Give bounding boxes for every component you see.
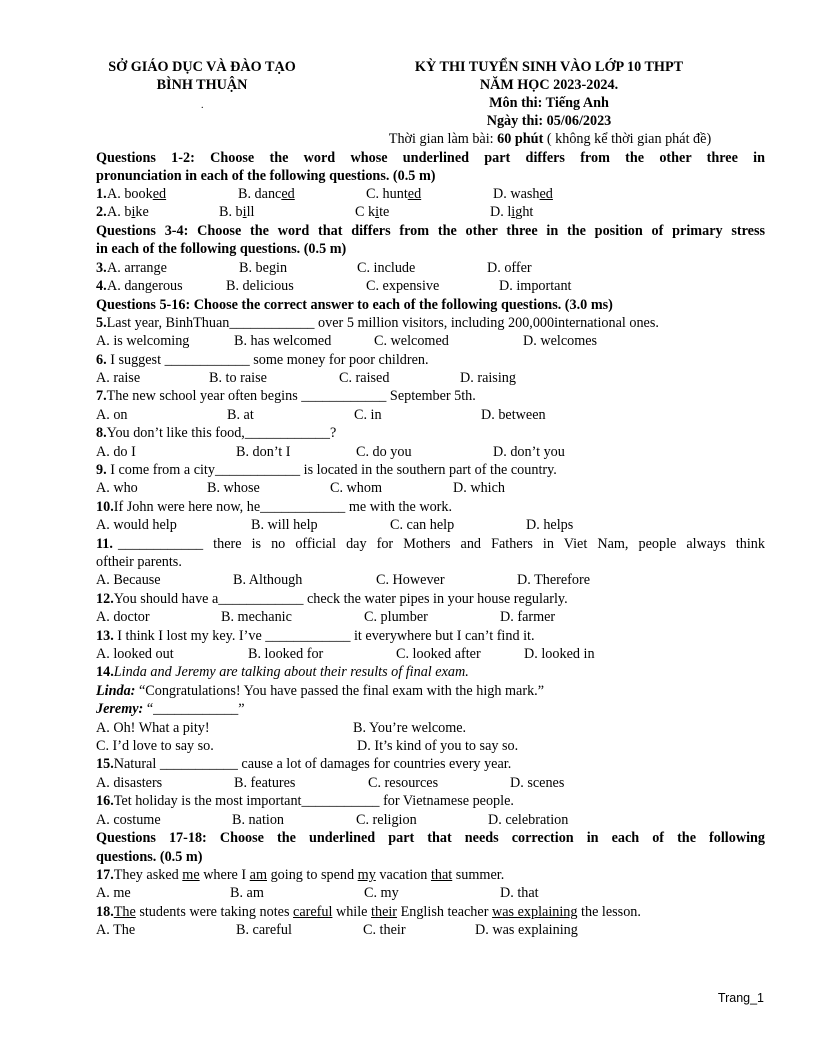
q14-option-a: A. Oh! What a pity! <box>96 720 210 736</box>
question-16-options <box>96 811 765 829</box>
q15-option-b: B. features <box>234 775 296 791</box>
q14-option-c: C. I’d love to say so. <box>96 738 214 754</box>
q8-option-c: C. do you <box>356 444 412 460</box>
q3-option-a: A. arrange <box>107 260 167 276</box>
section-1-heading-cont: pronunciation in each of the following questions. (0.5 m) <box>96 168 436 184</box>
q2-option-d: D. light <box>490 204 534 220</box>
q4-option-a: A. dangerous <box>107 278 183 294</box>
question-7-options <box>96 406 765 424</box>
q11-option-b: B. Although <box>233 572 303 588</box>
section-2-heading-cont: in each of the following questions. (0.5 m) <box>96 241 347 257</box>
q18-option-c: C. their <box>363 922 406 938</box>
q7-option-b: B. at <box>227 407 254 423</box>
q11-option-c: C. However <box>376 572 445 588</box>
q6-option-c: C. raised <box>339 370 390 386</box>
q17-option-a: A. me <box>96 885 131 901</box>
question-14-context: 14.Linda and Jeremy are talking about their results of final exam. <box>96 664 469 680</box>
q17-option-d: D. that <box>500 885 539 901</box>
q10-option-b: B. will help <box>251 517 318 533</box>
header-province: BÌNH THUẬN <box>156 77 248 93</box>
q9-option-d: D. which <box>453 480 506 496</box>
q17-option-c: C. my <box>364 885 399 901</box>
q18-option-b: B. careful <box>236 922 292 938</box>
question-5-options <box>96 332 765 350</box>
q8-option-a: A. do I <box>96 444 136 460</box>
question-16-stem: 16.Tet holiday is the most important___________ for Vietnamese people. <box>96 793 514 809</box>
q10-option-a: A. would help <box>96 517 177 533</box>
question-18-stem: 18.The students were taking notes careful while their English teacher was explaining the lesson. <box>96 904 641 920</box>
header-school-year: NĂM HỌC 2023-2024. <box>479 77 619 93</box>
q10-option-d: D. helps <box>526 517 574 533</box>
header-exam-title: KỲ THI TUYỂN SINH VÀO LỚP 10 THPT <box>414 59 684 75</box>
question-15-stem: 15.Natural ___________ cause a lot of damages for countries every year. <box>96 756 512 772</box>
question-11-stem: 11. ____________ there is no official day for Mothers and Fathers in Viet Nam, people always think <box>96 536 765 552</box>
question-17-stem: 17.They asked me where I am going to spend my vacation that summer. <box>96 867 505 883</box>
question-14-linda: Linda: “Congratulations! You have passed the final exam with the high mark.” <box>96 683 545 699</box>
q1-option-b: B. danced <box>238 186 295 202</box>
q2-option-a: A. bike <box>107 204 149 220</box>
q10-option-c: C. can help <box>390 517 455 533</box>
q14-option-d: D. It’s kind of you to say so. <box>357 738 519 754</box>
q17-option-b: B. am <box>230 885 264 901</box>
question-7-stem: 7.The new school year often begins ____________ September 5th. <box>96 388 476 404</box>
section-2-heading: Questions 3-4: Choose the word that differs from the other three in the position of primary stress <box>96 223 765 239</box>
q5-option-b: B. has welcomed <box>234 333 332 349</box>
q5-option-a: A. is welcoming <box>96 333 190 349</box>
q7-option-c: C. in <box>354 407 382 423</box>
header-subject: Môn thi: Tiếng Anh <box>489 95 609 111</box>
q4-option-c: C. expensive <box>366 278 440 294</box>
q5-option-c: C. welcomed <box>374 333 449 349</box>
question-9-stem: 9. I come from a city____________ is located in the southern part of the country. <box>96 462 557 478</box>
q6-option-b: B. to raise <box>209 370 267 386</box>
q4-option-b: B. delicious <box>226 278 294 294</box>
q13-option-b: B. looked for <box>248 646 324 662</box>
question-14-options-ab <box>96 719 765 737</box>
section-4-heading: Questions 17-18: Choose the underlined part that needs correction in each of the following <box>96 830 765 846</box>
stray-dot: . <box>201 100 204 111</box>
q11-option-a: A. Because <box>96 572 161 588</box>
question-12-options <box>96 608 765 626</box>
q3-option-c: C. include <box>357 260 416 276</box>
q7-option-a: A. on <box>96 407 128 423</box>
header-dept: SỞ GIÁO DỤC VÀ ĐÀO TẠO <box>108 59 296 75</box>
question-15-options <box>96 774 765 792</box>
q12-option-d: D. farmer <box>500 609 556 625</box>
header-time: Thời gian làm bài: 60 phút ( không kể thời gian phát đề) <box>388 131 712 147</box>
section-1-heading: Questions 1-2: Choose the word whose underlined part differs from the other three in <box>96 150 765 166</box>
q3-option-b: B. begin <box>239 260 288 276</box>
q16-option-b: B. nation <box>232 812 285 828</box>
question-6-options <box>96 369 765 387</box>
question-14-options-cd <box>96 737 765 755</box>
question-2: 2. A. bike B. bill C kite D. light <box>96 204 534 220</box>
q15-option-d: D. scenes <box>510 775 565 791</box>
question-13-stem: 13. I think I lost my key. I’ve ____________ it everywhere but I can’t find it. <box>96 628 535 644</box>
q15-option-c: C. resources <box>368 775 439 791</box>
q16-option-c: C. religion <box>356 812 417 828</box>
question-5-stem: 5.Last year, BinhThuan____________ over 5 million visitors, including 200,000international ones. <box>96 315 659 331</box>
section-3-heading: Questions 5-16: Choose the correct answer to each of the following questions. (3.0 ms) <box>96 297 613 313</box>
q16-option-a: A. costume <box>96 812 161 828</box>
question-13-options <box>96 645 765 663</box>
question-11-options <box>96 571 765 589</box>
question-6-stem: 6. I suggest ____________ some money for poor children. <box>96 352 429 368</box>
question-10-options <box>96 516 765 534</box>
question-17-options <box>96 884 765 902</box>
header-date: Ngày thi: 05/06/2023 <box>486 113 612 129</box>
question-14-jeremy: Jeremy: “____________” <box>96 701 245 717</box>
question-9-options <box>96 479 765 497</box>
section-4-heading-cont: questions. (0.5 m) <box>96 849 203 865</box>
q9-option-c: C. whom <box>330 480 383 496</box>
question-10-stem: 10.If John were here now, he____________ me with the work. <box>96 499 453 515</box>
q1-option-a: A. booked <box>107 186 167 202</box>
q18-option-d: D. was explaining <box>475 922 578 938</box>
q18-option-a: A. The <box>96 922 136 938</box>
q1-option-c: C. hunted <box>366 186 422 202</box>
q8-option-b: B. don’t I <box>236 444 291 460</box>
page-number: Trang_1 <box>717 991 764 1005</box>
question-8-options <box>96 443 765 461</box>
q7-option-d: D. between <box>481 407 546 423</box>
question-11-stem-cont: oftheir parents. <box>96 554 182 570</box>
q12-option-c: C. plumber <box>364 609 428 625</box>
q13-option-a: A. looked out <box>96 646 174 662</box>
q2-option-c: C kite <box>355 204 390 220</box>
q13-option-c: C. looked after <box>396 646 481 662</box>
q5-option-d: D. welcomes <box>523 333 598 349</box>
q3-option-d: D. offer <box>487 260 532 276</box>
question-1: 1. A. booked B. danced C. hunted D. washed <box>96 186 553 202</box>
q11-option-d: D. Therefore <box>517 572 591 588</box>
q12-option-b: B. mechanic <box>221 609 292 625</box>
q16-option-d: D. celebration <box>488 812 569 828</box>
q8-option-d: D. don’t you <box>493 444 565 460</box>
q14-option-b: B. You’re welcome. <box>353 720 467 736</box>
question-12-stem: 12.You should have a____________ check the water pipes in your house regularly. <box>96 591 568 607</box>
question-8-stem: 8.You don’t like this food,____________? <box>96 425 337 441</box>
q4-option-d: D. important <box>499 278 572 294</box>
question-4: 4. A. dangerous B. delicious C. expensive D. important <box>96 278 572 294</box>
q15-option-a: A. disasters <box>96 775 163 791</box>
q6-option-d: D. raising <box>460 370 516 386</box>
q13-option-d: D. looked in <box>524 646 595 662</box>
q12-option-a: A. doctor <box>96 609 150 625</box>
q6-option-a: A. raise <box>96 370 141 386</box>
q2-option-b: B. bill <box>219 204 255 220</box>
question-3: 3. A. arrange B. begin C. include D. offer <box>96 260 532 276</box>
question-18-options <box>96 921 765 939</box>
q9-option-a: A. who <box>96 480 138 496</box>
q9-option-b: B. whose <box>207 480 260 496</box>
q1-option-d: D. washed <box>493 186 553 202</box>
